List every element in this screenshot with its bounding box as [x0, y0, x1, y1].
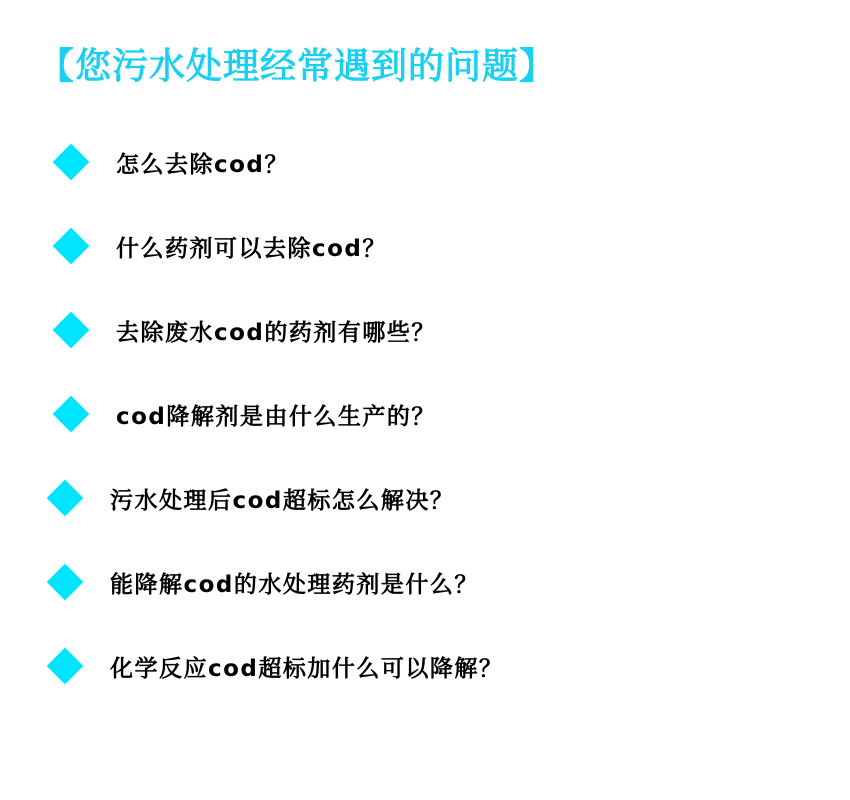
list-item-label: 怎么去除cod？	[116, 151, 289, 178]
page-title: 【您污水处理经常遇到的问题】	[38, 46, 557, 87]
diamond-bullet-icon	[46, 479, 84, 517]
list-item-label: 污水处理后cod超标怎么解决？	[110, 487, 455, 514]
list-item	[0, 456, 850, 540]
list-item-label: 什么药剂可以去除cod？	[116, 235, 387, 262]
diamond-bullet-icon	[52, 395, 90, 433]
list-item	[0, 624, 850, 708]
list-item-label: 去除废水cod的药剂有哪些？	[116, 319, 436, 346]
list-item	[0, 540, 850, 624]
diamond-bullet-icon	[52, 311, 90, 349]
list-item	[0, 204, 850, 288]
list-item-label: cod降解剂是由什么生产的？	[116, 403, 436, 430]
diamond-bullet-icon	[46, 563, 84, 601]
list-item-label: 化学反应cod超标加什么可以降解？	[110, 655, 504, 682]
diamond-bullet-icon	[52, 227, 90, 265]
bullet-list	[0, 120, 850, 708]
diamond-bullet-icon	[46, 647, 84, 685]
list-item	[0, 288, 850, 372]
diamond-bullet-icon	[52, 143, 90, 181]
list-item-label: 能降解cod的水处理药剂是什么？	[110, 571, 479, 598]
list-item	[0, 120, 850, 204]
list-item	[0, 372, 850, 456]
